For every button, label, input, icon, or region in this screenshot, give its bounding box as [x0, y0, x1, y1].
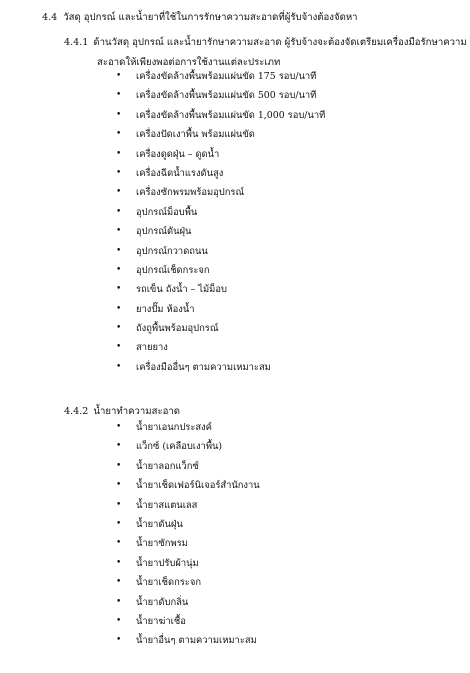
bullet-icon: • — [116, 90, 122, 101]
list-item-text: เครื่องปัดเงาพื้น พร้อมแผ่นขัด — [136, 129, 255, 141]
list-item-text: ถังถูพื้นพร้อมอุปกรณ์ — [136, 323, 219, 335]
list-item — [0, 86, 470, 105]
list-item-text: แว็กซ์ (เคลือบเงาพื้น) — [136, 441, 223, 453]
subsection-2-number: 4.4.2 — [64, 406, 89, 417]
list-item — [0, 261, 470, 280]
list-item — [0, 358, 470, 377]
list-item-text: น้ำยาเอนกประสงค์ — [136, 422, 212, 433]
list-item — [0, 145, 470, 164]
list-item-text: น้ำยาสแตนเลส — [136, 499, 198, 511]
list-item — [0, 203, 470, 222]
bullet-icon: • — [116, 206, 122, 217]
bullet-icon: • — [116, 245, 122, 256]
bullet-icon: • — [116, 284, 122, 295]
list-item-text: น้ำยาฆ่าเชื้อ — [136, 615, 186, 627]
bullet-icon: • — [116, 596, 122, 607]
list-item — [0, 476, 470, 495]
subsection-1-text-line-2: สะอาดให้เพียงพอต่อการใช้งานแต่ละประเภท — [97, 57, 281, 68]
list-item-text: เครื่องมืออื่นๆ ตามความเหมาะสม — [136, 361, 271, 373]
bullet-icon: • — [116, 557, 122, 568]
subsection-2-title: น้ำยาทำความสะอาด — [93, 406, 180, 417]
bullet-icon: • — [116, 460, 122, 471]
bullet-icon: • — [116, 226, 122, 237]
bullet-icon: • — [116, 635, 122, 646]
bullet-icon: • — [116, 577, 122, 588]
list-item-text: น้ำยาอื่นๆ ตามความเหมาะสม — [136, 635, 257, 647]
list-item-text: สายยาง — [136, 342, 168, 354]
list-item — [0, 183, 470, 202]
list-item — [0, 437, 470, 456]
list-item — [0, 631, 470, 650]
list-item-text: น้ำยาเช็ดเฟอร์นิเจอร์สำนักงาน — [136, 480, 260, 492]
list-item — [0, 300, 470, 319]
list-item-text: เครื่องฉีดน้ำแรงดันสูง — [136, 167, 224, 179]
list-item — [0, 222, 470, 241]
list-item — [0, 125, 470, 144]
list-item — [0, 515, 470, 534]
subsection-1-text-line-1: ด้านวัสดุ อุปกรณ์ และน้ำยารักษาความสะอาด ผู้รับจ้างจะต้องจัดเตรียมเครื่องมือรักษาความ — [93, 37, 467, 48]
bullet-icon: • — [116, 187, 122, 198]
bullet-icon: • — [116, 167, 122, 178]
cleaning-solution-list — [0, 418, 470, 651]
bullet-icon: • — [116, 148, 122, 159]
list-item — [0, 67, 470, 86]
list-item — [0, 418, 470, 437]
list-item — [0, 457, 470, 476]
bullet-icon: • — [116, 361, 122, 372]
bullet-icon: • — [116, 422, 122, 432]
list-item-text: อุปกรณ์เช็ดกระจก — [136, 264, 210, 276]
list-item-text: น้ำยาดับกลิ่น — [136, 596, 189, 608]
list-item-text: อุปกรณ์ม็อบพื้น — [136, 206, 198, 218]
list-item — [0, 593, 470, 612]
bullet-icon: • — [116, 615, 122, 626]
list-item — [0, 534, 470, 553]
bullet-icon: • — [116, 109, 122, 120]
equipment-list — [0, 67, 470, 377]
list-item — [0, 242, 470, 261]
bullet-icon: • — [116, 71, 122, 81]
bullet-icon: • — [116, 303, 122, 314]
list-item-text: น้ำยาซักพรม — [136, 538, 188, 550]
subsection-2-heading — [64, 404, 180, 419]
section-title: วัสดุ อุปกรณ์ และน้ำยาที่ใช้ในการรักษาความสะอาดที่ผู้รับจ้างต้องจัดหา — [63, 12, 358, 23]
list-item-text: อุปกรณ์ดันฝุ่น — [136, 226, 192, 238]
list-item-text: เครื่องซักพรมพร้อมอุปกรณ์ — [136, 187, 245, 199]
list-item-text: น้ำยาดันฝุ่น — [136, 518, 183, 530]
list-item — [0, 496, 470, 515]
list-item — [0, 319, 470, 338]
bullet-icon: • — [116, 342, 122, 353]
bullet-icon: • — [116, 480, 122, 491]
list-item-text: รถเข็น ถังน้ำ – ไม้ม็อบ — [136, 284, 227, 296]
list-item — [0, 106, 470, 125]
bullet-icon: • — [116, 323, 122, 334]
section-heading — [42, 10, 358, 25]
list-item — [0, 554, 470, 573]
list-item — [0, 338, 470, 357]
list-item-text: ยางปั๊ม ห้องน้ำ — [136, 303, 195, 315]
section-number: 4.4 — [42, 12, 58, 23]
list-item — [0, 612, 470, 631]
list-item-text: เครื่องดูดฝุ่น – ดูดน้ำ — [136, 148, 220, 160]
subsection-1-number: 4.4.1 — [64, 37, 89, 48]
bullet-icon: • — [116, 518, 122, 529]
list-item-text: เครื่องขัดล้างพื้นพร้อมแผ่นขัด 1,000 รอบ/นาที — [136, 109, 326, 121]
list-item — [0, 573, 470, 592]
subsection-1-heading — [64, 35, 467, 50]
bullet-icon: • — [116, 441, 122, 452]
list-item — [0, 280, 470, 299]
bullet-icon: • — [116, 129, 122, 140]
list-item-text: น้ำยาลอกแว็กซ์ — [136, 460, 199, 472]
list-item-text: อุปกรณ์กวาดถนน — [136, 245, 208, 257]
bullet-icon: • — [116, 264, 122, 275]
bullet-icon: • — [116, 499, 122, 510]
list-item-text: เครื่องขัดล้างพื้นพร้อมแผ่นขัด 175 รอบ/นาที — [136, 71, 317, 82]
list-item-text: เครื่องขัดล้างพื้นพร้อมแผ่นขัด 500 รอบ/นาที — [136, 90, 317, 102]
list-item-text: น้ำยาปรับผ้านุ่ม — [136, 557, 199, 569]
list-item — [0, 164, 470, 183]
bullet-icon: • — [116, 538, 122, 549]
list-item-text: น้ำยาเช็ดกระจก — [136, 577, 202, 589]
